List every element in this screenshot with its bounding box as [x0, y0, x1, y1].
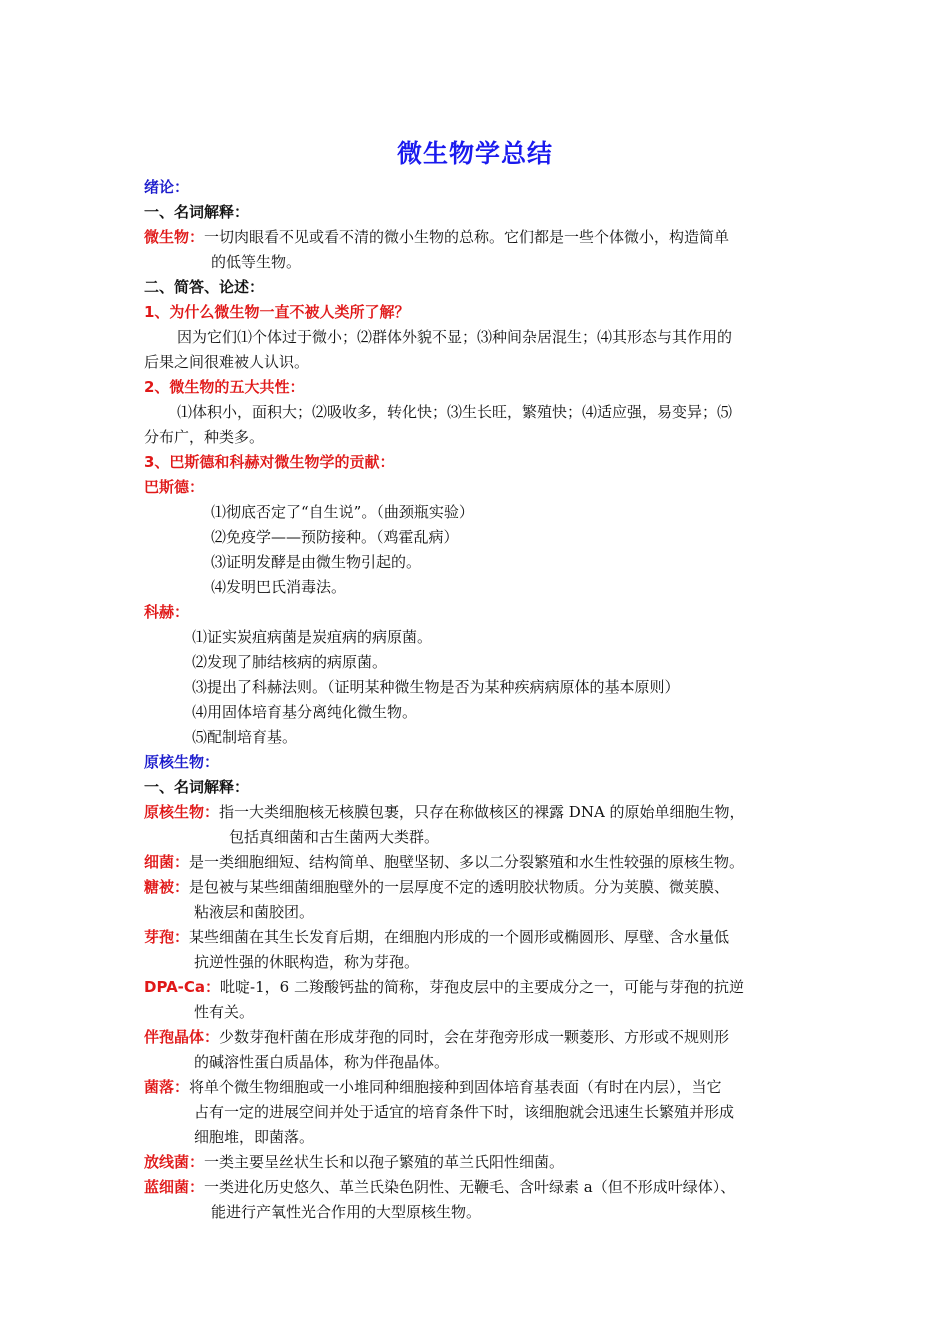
definition-continuation: 占有一定的进展空间并处于适宜的培育条件下时，该细胞就会迅速生长繁殖并形成	[194, 1103, 735, 1121]
definition-row	[144, 1076, 722, 1098]
question-heading: 3、巴斯德和科赫对微生物学的贡献：	[144, 453, 395, 471]
list-item: ⑴证实炭疽病菌是炭疽病的病原菌。	[192, 628, 433, 646]
question-heading: 2、微生物的五大共性：	[144, 378, 305, 396]
definition-text: 一类进化历史悠久、革兰氏染色阴性、无鞭毛、含叶绿素 a（但不形成叶绿体）、	[204, 1178, 736, 1196]
subsection-heading: 一、名词解释：	[144, 203, 250, 221]
definition-term: 细菌：	[144, 853, 190, 871]
definition-term: 芽孢：	[144, 928, 190, 946]
definition-continuation: 抗逆性强的休眠构造，称为芽孢。	[194, 953, 420, 971]
definition-term: 糖被：	[144, 878, 190, 896]
definition-text: 是一类细胞细短、结构简单、胞壁坚韧、多以二分裂繁殖和水生性较强的原核生物。	[189, 853, 745, 871]
definition-row	[144, 1151, 564, 1173]
definition-row	[144, 976, 744, 998]
definition-text: 指一大类细胞核无核膜包裹，只存在称做核区的裸露 DNA 的原始单细胞生物，	[219, 803, 745, 821]
answer-text: 后果之间很难被人认识。	[144, 353, 310, 371]
definition-row	[144, 851, 744, 873]
definition-text: 一切肉眼看不见或看不清的微小生物的总称。它们都是一些个体微小，构造简单	[204, 228, 730, 246]
definition-term: 原核生物：	[144, 803, 220, 821]
definition-row	[144, 226, 729, 248]
section-heading-prokaryote: 原核生物：	[144, 753, 220, 771]
answer-text: 因为它们⑴个体过于微小；⑵群体外貌不显；⑶种间杂居混生；⑷其形态与其作用的	[177, 328, 733, 346]
list-item: ⑸配制培育基。	[192, 728, 298, 746]
document-title: 微生物学总结	[396, 139, 553, 168]
answer-text: 分布广，种类多。	[144, 428, 265, 446]
definition-term: 蓝细菌：	[144, 1178, 205, 1196]
definition-term: DPA-Ca：	[144, 978, 221, 996]
definition-text: 一类主要呈丝状生长和以孢子繁殖的革兰氏阳性细菌。	[204, 1153, 565, 1171]
definition-row	[144, 1026, 729, 1048]
definition-continuation: 能进行产氧性光合作用的大型原核生物。	[211, 1203, 482, 1221]
definition-text: 少数芽孢杆菌在形成芽孢的同时，会在芽孢旁形成一颗菱形、方形或不规则形	[219, 1028, 730, 1046]
list-item: ⑶证明发酵是由微生物引起的。	[211, 553, 422, 571]
definition-term: 微生物：	[144, 228, 205, 246]
answer-text: ⑴体积小，面积大；⑵吸收多，转化快；⑶生长旺，繁殖快；⑷适应强，易变异；⑸	[177, 403, 733, 421]
definition-term: 放线菌：	[144, 1153, 205, 1171]
definition-term: 伴孢晶体：	[144, 1028, 220, 1046]
question-heading: 1、为什么微生物一直不被人类所了解？	[144, 303, 410, 321]
definition-text: 是包被与某些细菌细胞壁外的一层厚度不定的透明胶状物质。分为荚膜、微荚膜、	[189, 878, 730, 896]
definition-continuation: 性有关。	[194, 1003, 255, 1021]
definition-text: 将单个微生物细胞或一小堆同种细胞接种到固体培育基表面（有时在内层），当它	[189, 1078, 722, 1096]
definition-row	[144, 876, 729, 898]
definition-row	[144, 926, 729, 948]
definition-continuation: 粘液层和菌胶团。	[194, 903, 315, 921]
list-item: ⑵发现了肺结核病的病原菌。	[192, 653, 388, 671]
definition-text: 吡啶-1，6 二羧酸钙盐的简称，芽孢皮层中的主要成分之一，可能与芽孢的抗逆	[220, 978, 744, 996]
section-heading-intro: 绪论：	[144, 178, 190, 196]
definition-row	[144, 1176, 735, 1198]
definition-continuation: 的低等生物。	[211, 253, 302, 271]
definition-term: 菌落：	[144, 1078, 190, 1096]
definition-continuation: 的碱溶性蛋白质晶体，称为伴孢晶体。	[194, 1053, 450, 1071]
subsection-heading: 二、简答、论述：	[144, 278, 265, 296]
list-item: ⑴彻底否定了“自生说”。（曲颈瓶实验）	[211, 503, 474, 521]
person-label-pasteur: 巴斯德：	[144, 478, 205, 496]
definition-text: 某些细菌在其生长发育后期，在细胞内形成的一个圆形或椭圆形、厚壁、含水量低	[189, 928, 730, 946]
person-label-koch: 科赫：	[144, 603, 190, 621]
list-item: ⑷发明巴氏消毒法。	[211, 578, 347, 596]
list-item: ⑷用固体培育基分离纯化微生物。	[192, 703, 418, 721]
subsection-heading: 一、名词解释：	[144, 778, 250, 796]
definition-continuation: 细胞堆，即菌落。	[194, 1128, 315, 1146]
definition-continuation: 包括真细菌和古生菌两大类群。	[229, 828, 440, 846]
list-item: ⑶提出了科赫法则。（证明某种微生物是否为某种疾病病原体的基本原则）	[192, 678, 680, 696]
list-item: ⑵免疫学——预防接种。（鸡霍乱病）	[211, 528, 459, 546]
definition-row	[144, 801, 745, 823]
